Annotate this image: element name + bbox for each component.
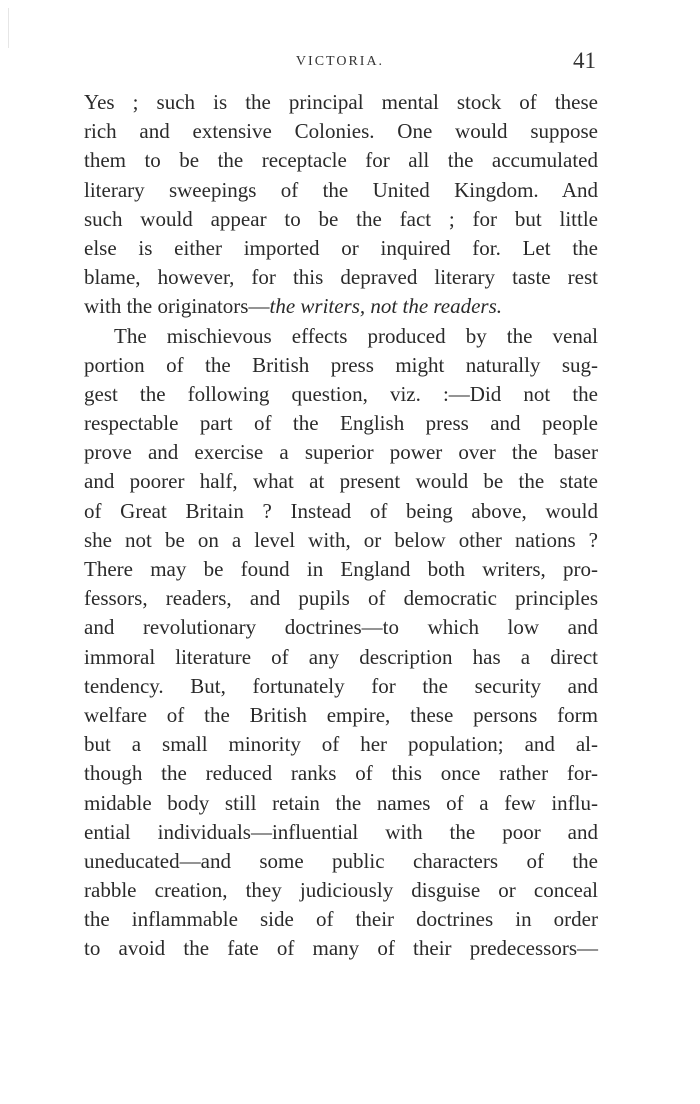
page-edge-mark [8, 8, 9, 48]
text-line: There may be found in England both writers, pro- [84, 557, 598, 581]
text-line: The mischievous effects produced by the venal [114, 323, 598, 348]
text-line: immoral literature of any description has a direct [84, 644, 598, 669]
text-segment: with the originators— [84, 294, 270, 319]
text-line: ential individuals—influential with the poor and [84, 819, 598, 844]
text-line: literary sweepings of the United Kingdom. And [84, 177, 598, 202]
text-line: welfare of the British empire, these persons form [84, 702, 598, 727]
text-line: the inflammable side of their doctrines in order [84, 907, 598, 932]
text-line: such would appear to be the fact ; for but little [84, 206, 598, 231]
text-line: and poorer half, what at present would be the state [84, 469, 598, 494]
text-line: to avoid the fate of many of their predecessors— [84, 936, 598, 961]
text-line: of Great Britain ? Instead of being above, would [84, 498, 598, 523]
text-line: gest the following question, viz. :—Did not the [84, 381, 598, 406]
page-number: 41 [573, 48, 596, 73]
running-head [84, 48, 596, 78]
running-title: VICTORIA. [295, 54, 385, 69]
text-line: blame, however, for this depraved literary taste rest [84, 265, 598, 290]
italic-emphasis: the writers, not the readers. [269, 294, 503, 319]
text-line: rich and extensive Colonies. One would suppose [84, 119, 598, 144]
text-line: fessors, readers, and pupils of democratic principles [84, 586, 598, 611]
paragraph-1 [84, 88, 598, 322]
text-line: prove and exercise a superior power over the baser [84, 440, 598, 465]
text-line: them to be the receptacle for all the accumulated [84, 148, 598, 173]
text-line: else is either imported or inquired for. Let the [84, 235, 598, 260]
text-line: respectable part of the English press and people [84, 411, 598, 436]
text-line [84, 292, 598, 321]
text-line: Yes ; such is the principal mental stock of these [84, 90, 598, 114]
text-line: rabble creation, they judiciously disguise or conceal [84, 878, 598, 903]
text-line: but a small minority of her population; and al- [84, 732, 598, 757]
text-line: tendency. But, fortunately for the security and [84, 673, 598, 698]
text-line: portion of the British press might naturally sug- [84, 352, 598, 377]
text-line: and revolutionary doctrines—to which low and [84, 615, 598, 640]
text-line: uneducated—and some public characters of the [84, 848, 598, 873]
paragraph-2 [84, 322, 598, 964]
text-line: though the reduced ranks of this once rather for- [84, 761, 598, 786]
text-line: midable body still retain the names of a few influ- [84, 790, 598, 815]
body-text [84, 88, 598, 964]
text-line: she not be on a level with, or below other nations ? [84, 527, 598, 552]
